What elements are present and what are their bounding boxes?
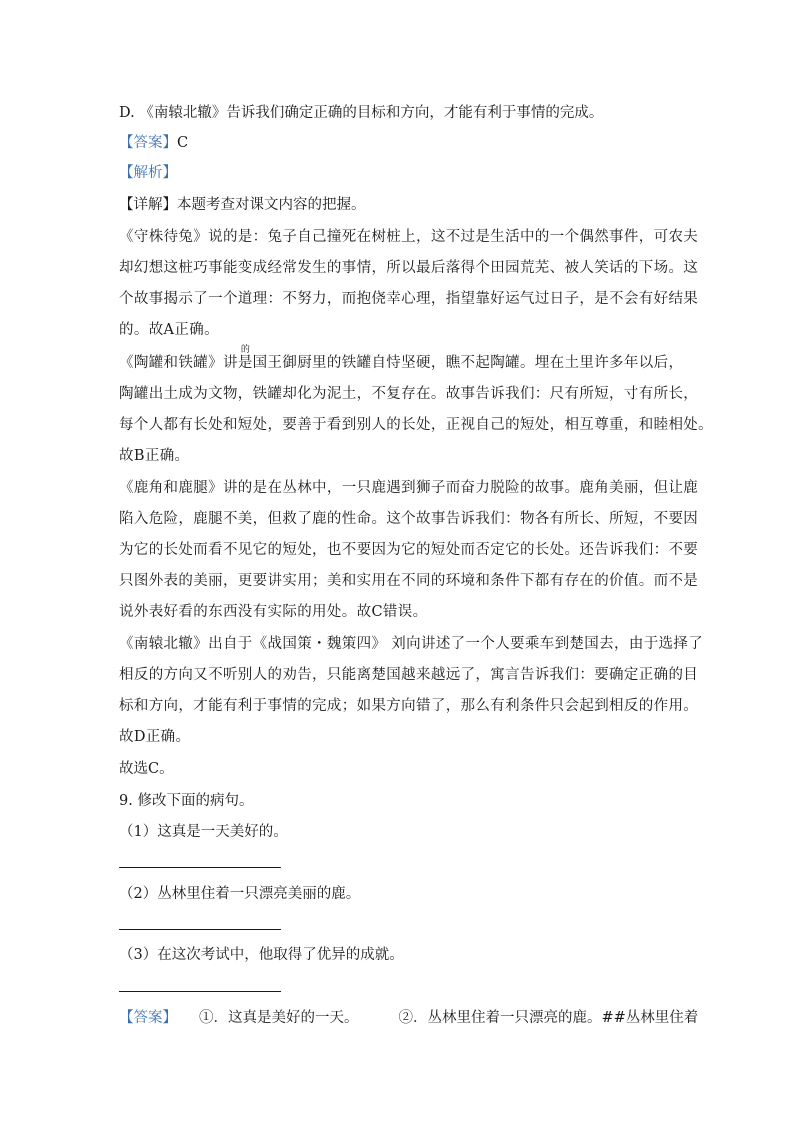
para-c-line-1: 《鹿角和鹿腿》讲的是在丛林中，一只鹿遇到狮子而奋力脱险的故事。鹿角美丽，但让鹿 [119, 480, 699, 496]
q9-answer-1: ①．这真是美好的一天。 [199, 1010, 359, 1026]
para-c-line-4: 只图外表的美丽，更要讲实用；美和实用在不同的环境和条件下都有存在的价值。而不是 [119, 573, 699, 589]
para-c-line-5: 说外表好看的东西没有实际的用处。故C错误。 [119, 604, 428, 620]
para-b-line-1 [119, 345, 684, 373]
conclusion: 故选C。 [119, 761, 174, 777]
para-b-line-3: 每个人都有长处和短处，要善于看到别人的长处，正视自己的短处，相互尊重，和睦相处。 [119, 417, 713, 433]
para-d-line-1: 《南辕北辙》出自于《战国策・魏策四》 刘向讲述了一个人要乘车到楚国去，由于选择了 [119, 636, 704, 652]
para-a-line-4: 的。故A正确。 [119, 322, 219, 338]
para-d-line-3: 标和方向，才能有利于事情的完成；如果方向错了，那么有利条件只会起到相反的作用。 [119, 698, 699, 714]
para-b-end: 是国王御厨里的铁罐自恃坚硬，瞧不起陶罐。埋在土里许多年以后， [237, 355, 684, 371]
q9-answer-2: ②．丛林里住着一只漂亮的鹿。##丛林里住着 [398, 1010, 699, 1026]
q9-answer-blank-3 [119, 991, 281, 992]
para-b-start: 《陶罐和铁罐》讲 [119, 355, 238, 371]
q9-answer-line [119, 1008, 698, 1028]
answer-value: C [177, 135, 189, 151]
q9-item-1: （1）这真是一天美好的。 [119, 824, 288, 840]
q9-item-2: （2）丛林里住着一只漂亮美丽的鹿。 [119, 886, 361, 902]
q9-answer-tag: 【答案】 [119, 1010, 177, 1026]
para-a-line-1: 《守株待兔》说的是：兔子自己撞死在树桩上，这不过是生活中的一个偶然事件，可农夫 [119, 229, 699, 245]
answer-tag: 【答案】 [119, 135, 177, 151]
detail-line [119, 195, 366, 215]
para-c-line-2: 陷入危险，鹿腿不美，但救了鹿的性命。这个故事告诉我们：物各有所长、所短，不要因 [119, 511, 699, 527]
para-b-line-4: 故B正确。 [119, 448, 190, 464]
q9-item-3: （3）在这次考试中，他取得了优异的成就。 [119, 947, 404, 963]
para-d-line-4: 故D正确。 [119, 729, 191, 745]
para-b-line-2: 陶罐出土成为文物，铁罐却化为泥土，不复存在。故事告诉我们：尺有所短，寸有所长， [119, 386, 699, 402]
analysis-tag: 【解析】 [119, 165, 177, 181]
q9-answer-blank-2 [119, 929, 281, 930]
q9-answer-blank-1 [119, 867, 281, 868]
detail-intro: 本题考查对课文内容的把握。 [177, 197, 366, 213]
answer-line [119, 133, 188, 153]
para-c-line-3: 为它的长处而看不见它的短处，也不要因为它的短处而否定它的长处。还告诉我们：不要 [119, 542, 699, 558]
ruby-text: 的 [240, 345, 251, 355]
para-a-line-2: 却幻想这桩巧事能变成经常发生的事情，所以最后落得个田园荒芜、被人笑话的下场。这 [119, 260, 699, 276]
detail-tag: 【详解】 [119, 197, 177, 213]
para-d-line-2: 相反的方向又不听别人的劝告，只能离楚国越来越远了，寓言告诉我们：要确定正确的目 [119, 667, 699, 683]
para-a-line-3: 个故事揭示了一个道理：不努力，而抱侥幸心理，指望靠好运气过日子，是不会有好结果 [119, 291, 699, 307]
q9-stem: 9. 修改下面的病句。 [119, 793, 254, 809]
option-d: D. 《南辕北辙》告诉我们确定正确的目标和方向，才能有利于事情的完成。 [119, 105, 604, 121]
